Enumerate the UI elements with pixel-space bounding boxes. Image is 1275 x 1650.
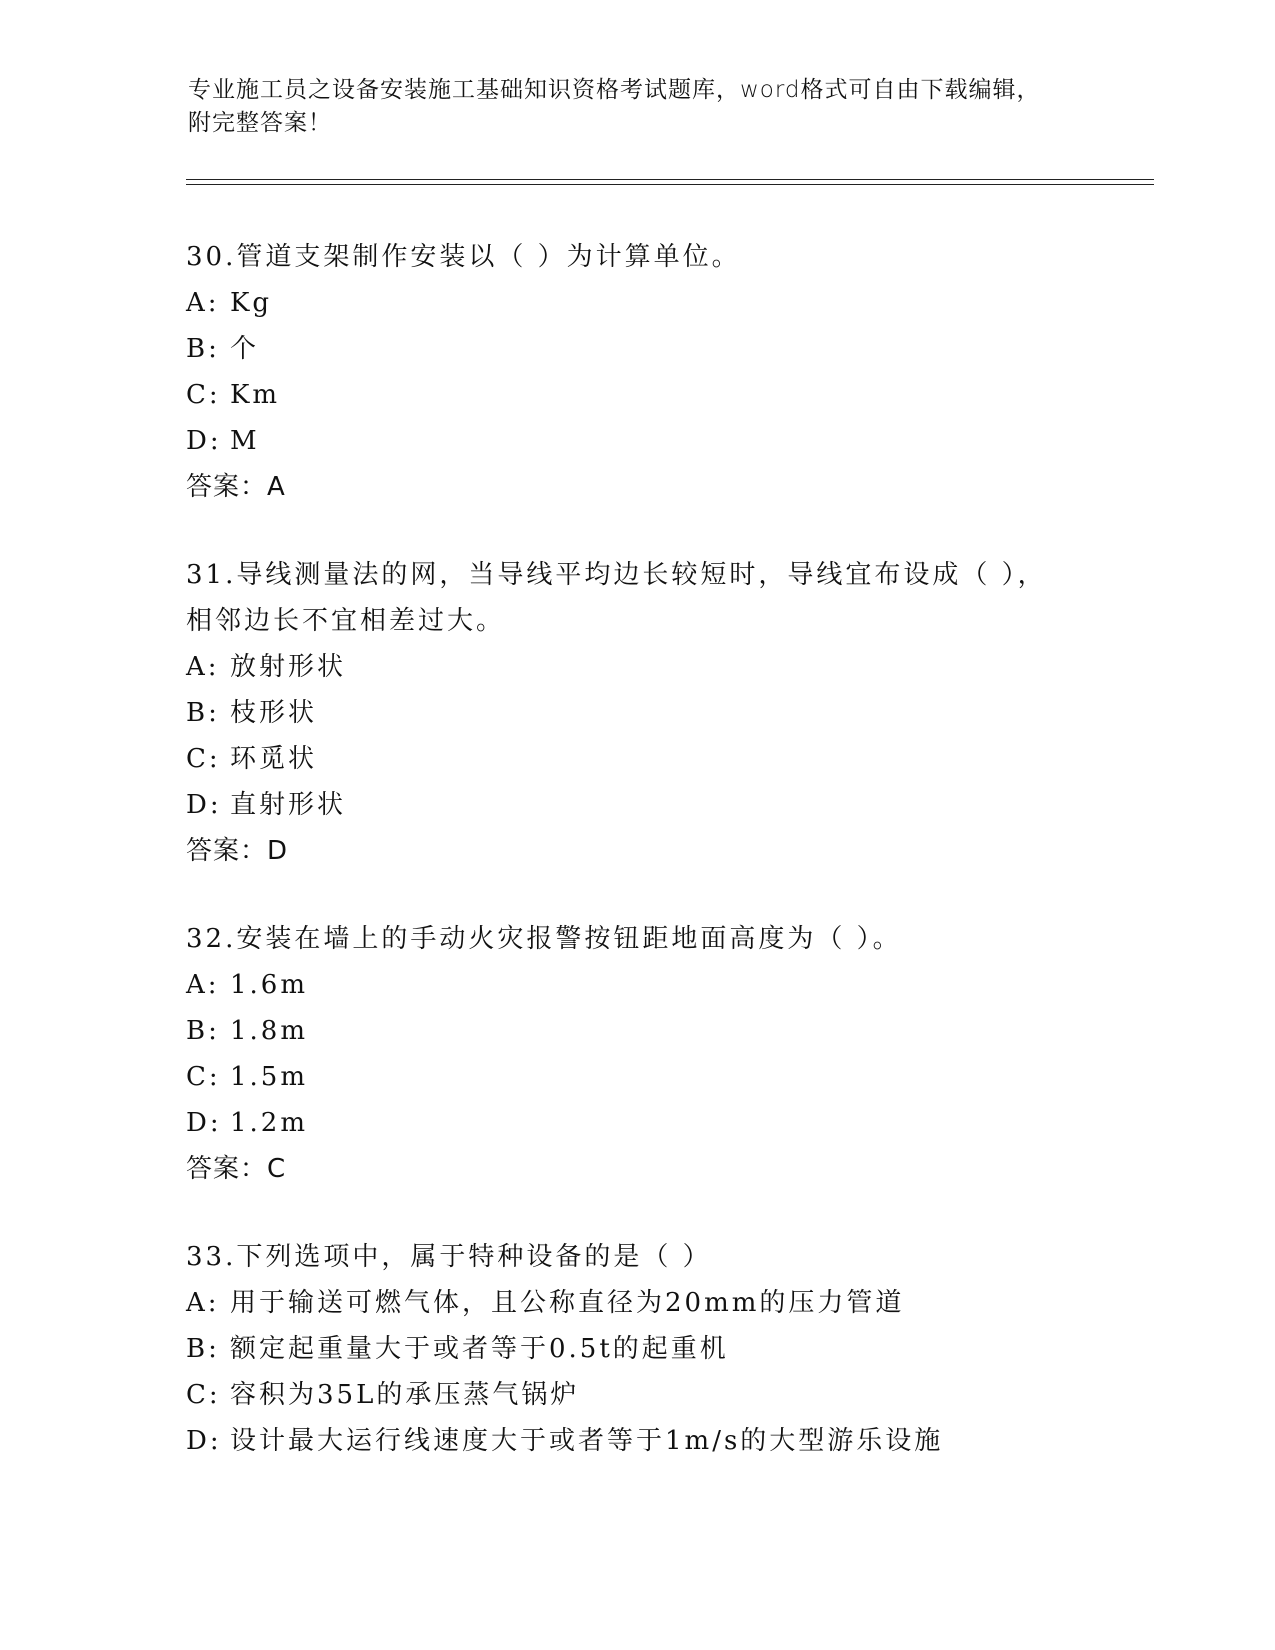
option-text: 1.6m xyxy=(230,970,309,1000)
option-text: 1.5m xyxy=(230,1062,309,1092)
question-stem-line-1: 31.导线测量法的网，当导线平均边长较短时，导线宜布设成（ ）， xyxy=(186,560,1047,590)
option-b xyxy=(186,1008,1116,1054)
question-stem-line-2: 相邻边长不宜相差过大。 xyxy=(186,606,506,636)
option-c xyxy=(186,736,1116,782)
option-a xyxy=(186,644,1116,690)
option-letter: D: xyxy=(186,426,222,456)
option-d xyxy=(186,1418,1116,1464)
option-d xyxy=(186,418,1116,464)
question-list xyxy=(186,234,1116,1506)
option-c xyxy=(186,372,1116,418)
option-text: 放射形状 xyxy=(230,652,347,682)
option-text: 额定起重量大于或者等于0.5t的起重机 xyxy=(230,1334,729,1364)
option-text: 用于输送可燃气体，且公称直径为20mm的压力管道 xyxy=(230,1288,905,1318)
option-text: 个 xyxy=(230,334,260,364)
option-text: 设计最大运行线速度大于或者等于1m/s的大型游乐设施 xyxy=(230,1426,944,1456)
answer-text: 答案：D xyxy=(186,836,289,866)
option-a xyxy=(186,1280,1116,1326)
option-text: 1.8m xyxy=(230,1016,309,1046)
option-letter: A: xyxy=(186,288,220,318)
option-c xyxy=(186,1054,1116,1100)
option-d xyxy=(186,782,1116,828)
option-letter: D: xyxy=(186,790,222,820)
header-divider-top xyxy=(186,179,1154,180)
question-32 xyxy=(186,916,1116,1192)
option-letter: A: xyxy=(186,1288,220,1318)
question-stem: 33.下列选项中，属于特种设备的是（ ） xyxy=(186,1242,712,1272)
option-letter: D: xyxy=(186,1108,222,1138)
option-text: 枝形状 xyxy=(230,698,318,728)
option-letter: A: xyxy=(186,970,220,1000)
option-letter: C: xyxy=(186,380,221,410)
answer-text: 答案：A xyxy=(186,472,286,502)
option-letter: B: xyxy=(186,1334,220,1364)
question-30 xyxy=(186,234,1116,510)
option-text: M xyxy=(230,426,260,456)
option-letter: B: xyxy=(186,1016,220,1046)
option-text: Kg xyxy=(230,288,273,318)
option-a xyxy=(186,962,1116,1008)
option-letter: A: xyxy=(186,652,220,682)
answer-text: 答案：C xyxy=(186,1154,287,1184)
option-c xyxy=(186,1372,1116,1418)
header-divider-bottom xyxy=(186,184,1154,185)
question-31 xyxy=(186,552,1116,874)
option-letter: C: xyxy=(186,1062,221,1092)
option-letter: B: xyxy=(186,334,220,364)
option-b xyxy=(186,690,1116,736)
option-b xyxy=(186,1326,1116,1372)
question-stem: 32.安装在墙上的手动火灾报警按钮距地面高度为（ ）。 xyxy=(186,924,902,954)
option-text: 直射形状 xyxy=(230,790,347,820)
header-line-1: 专业施工员之设备安装施工基础知识资格考试题库，word格式可自由下载编辑， xyxy=(188,77,1041,103)
option-letter: D: xyxy=(186,1426,222,1456)
option-a xyxy=(186,280,1116,326)
header-line-2: 附完整答案！ xyxy=(188,110,332,136)
question-stem: 30.管道支架制作安装以（ ）为计算单位。 xyxy=(186,242,741,272)
option-text: 容积为35L的承压蒸气锅炉 xyxy=(230,1380,580,1410)
option-d xyxy=(186,1100,1116,1146)
option-letter: B: xyxy=(186,698,220,728)
option-letter: C: xyxy=(186,744,221,774)
option-b xyxy=(186,326,1116,372)
document-header xyxy=(188,74,1088,140)
option-text: Km xyxy=(230,380,281,410)
option-letter: C: xyxy=(186,1380,221,1410)
question-33 xyxy=(186,1234,1116,1464)
option-text: 1.2m xyxy=(230,1108,309,1138)
option-text: 环觅状 xyxy=(230,744,318,774)
